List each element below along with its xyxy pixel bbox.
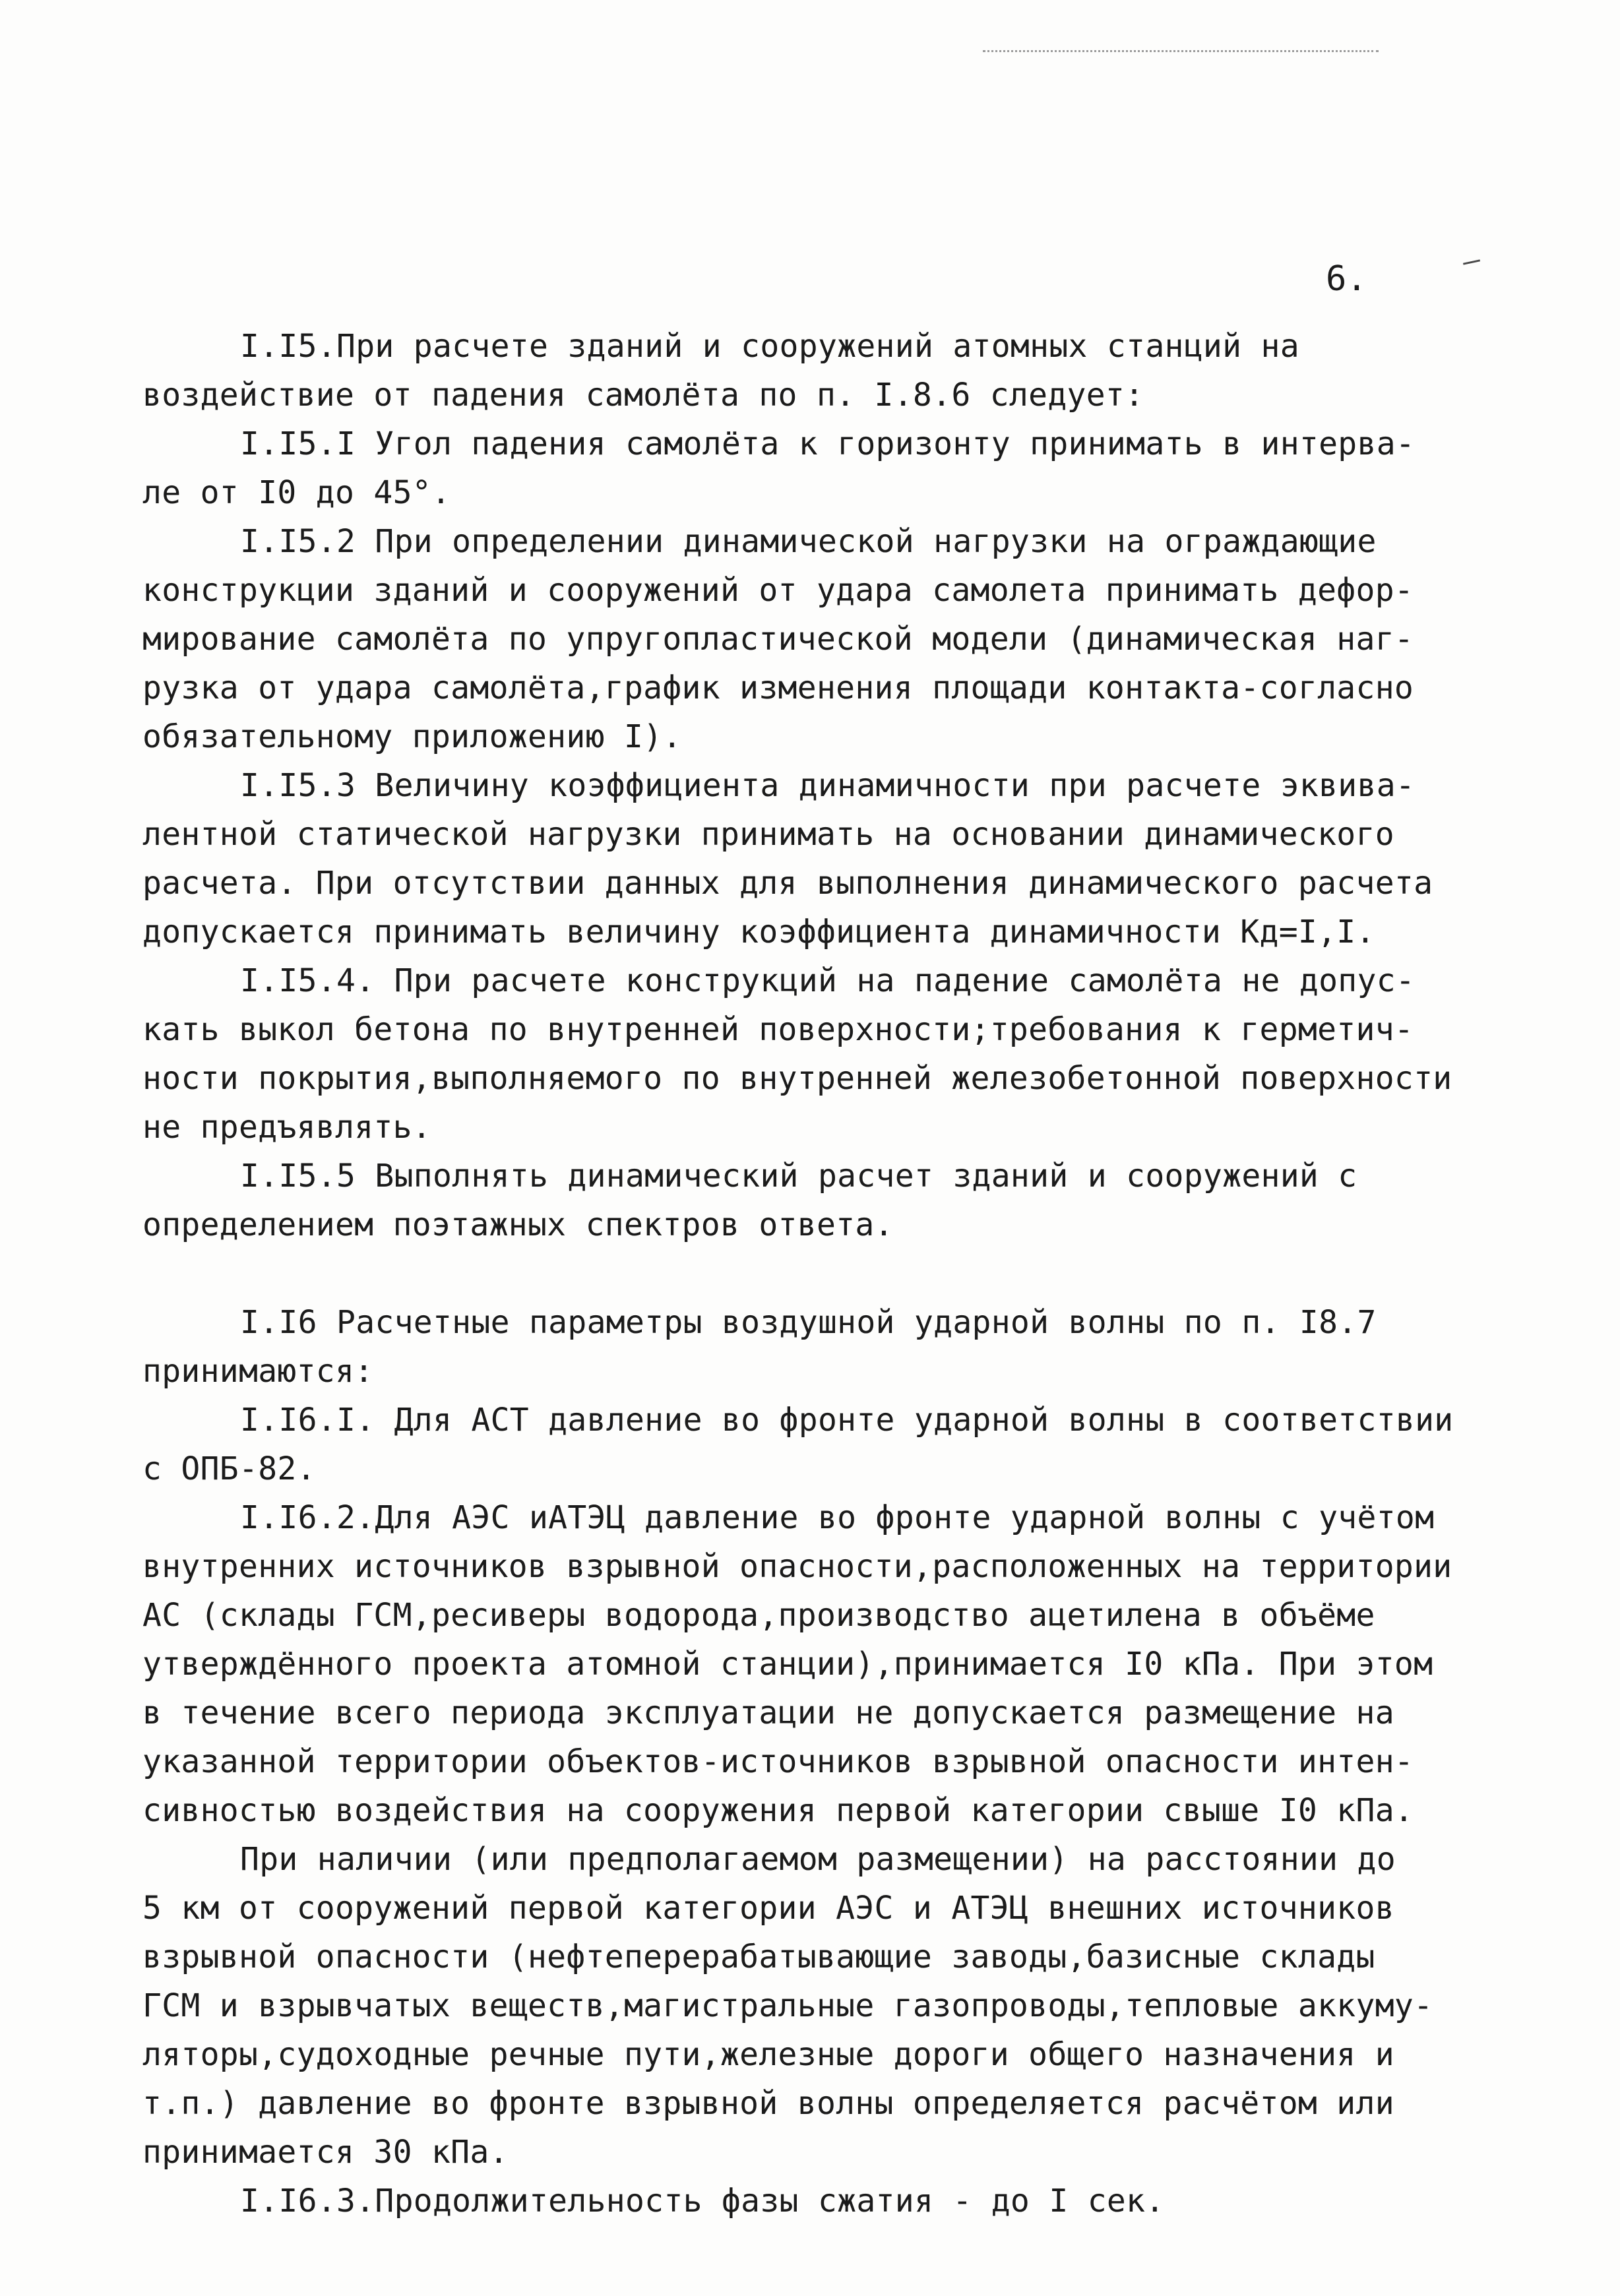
text-line: I.I5.5 Выполнять динамический расчет зданий и сооружений с	[240, 1158, 1357, 1195]
text-line: рузка от удара самолёта,график изменения площади контакта-согласно	[142, 669, 1414, 706]
text-line: с ОПБ-82.	[142, 1450, 316, 1487]
text-line: кать выкол бетона по внутренней поверхности;требования к герметич-	[142, 1011, 1414, 1048]
text-line: не предъявлять.	[142, 1109, 431, 1146]
text-line: ляторы,судоходные речные пути,железные дороги общего назначения и	[142, 2036, 1394, 2073]
text-line: При наличии (или предполагаемом размещении) на расстоянии до	[240, 1841, 1396, 1878]
text-line: расчета. При отсутствии данных для выполнения динамического расчета	[142, 865, 1433, 902]
text-line: принимаются:	[142, 1353, 374, 1390]
text-line: в течение всего периода эксплуатации не допускается размещение на	[142, 1694, 1394, 1731]
text-line: воздействие от падения самолёта по п. I.8.6 следует:	[142, 377, 1144, 414]
text-line: I.I5.При расчете зданий и сооружений атомных станций на	[240, 328, 1299, 365]
body-text	[142, 322, 1541, 2225]
text-line: допускается принимать величину коэффициента динамичности Кд=I,I.	[142, 914, 1375, 950]
page-corner-mark	[1463, 259, 1480, 264]
text-line: лентной статической нагрузки принимать на основании динамического	[142, 816, 1394, 853]
text-line: конструкции зданий и сооружений от удара самолета принимать дефор-	[142, 572, 1414, 609]
page-number: 6.	[1326, 259, 1367, 299]
text-line: сивностью воздействия на сооружения первой категории свыше I0 кПа.	[142, 1792, 1414, 1829]
text-line: I.I6.3.Продолжительность фазы сжатия - до I сек.	[240, 2183, 1165, 2219]
text-line: указанной территории объектов-источников взрывной опасности интен-	[142, 1743, 1414, 1780]
text-line: I.I5.4. При расчете конструкций на падение самолёта не допус-	[240, 962, 1416, 999]
text-line: I.I6.2.Для АЭС иАТЭЦ давление во фронте ударной волны с учётом	[240, 1499, 1435, 1536]
paragraph-gap	[142, 1249, 1541, 1298]
text-line: I.I5.2 При определении динамической нагрузки на ограждающие	[240, 523, 1377, 560]
text-line: определением поэтажных спектров ответа.	[142, 1206, 894, 1243]
text-line: I.I6 Расчетные параметры воздушной ударной волны по п. I8.7	[240, 1304, 1377, 1341]
text-line: взрывной опасности (нефтеперерабатывающие заводы,базисные склады	[142, 1939, 1375, 1975]
text-line: внутренних источников взрывной опасности,расположенных на территории	[142, 1548, 1452, 1585]
text-line: АС (склады ГСМ,ресиверы водорода,производство ацетилена в объёме	[142, 1597, 1375, 1634]
text-line: 5 км от сооружений первой категории АЭС и АТЭЦ внешних источников	[142, 1890, 1394, 1927]
text-line: принимается 30 кПа.	[142, 2134, 509, 2171]
text-line: ности покрытия,выполняемого по внутренней железобетонной поверхности	[142, 1060, 1452, 1097]
text-line: утверждённого проекта атомной станции),принимается I0 кПа. При этом	[142, 1646, 1433, 1683]
text-line: I.I6.I. Для АСТ давление во фронте ударной волны в соответствии	[240, 1402, 1454, 1439]
top-rule	[983, 50, 1379, 52]
text-line: ГСМ и взрывчатых веществ,магистральные газопроводы,тепловые аккуму-	[142, 1987, 1433, 2024]
text-line: мирование самолёта по упругопластической модели (динамическая наг-	[142, 621, 1414, 658]
text-line: обязательному приложению I).	[142, 718, 682, 755]
text-line: т.п.) давление во фронте взрывной волны определяется расчётом или	[142, 2085, 1394, 2122]
text-line: I.I5.3 Величину коэффициента динамичности при расчете эквива-	[240, 767, 1416, 804]
text-line: ле от I0 до 45°.	[142, 474, 451, 511]
text-line: I.I5.I Угол падения самолёта к горизонту принимать в интерва-	[240, 425, 1416, 462]
